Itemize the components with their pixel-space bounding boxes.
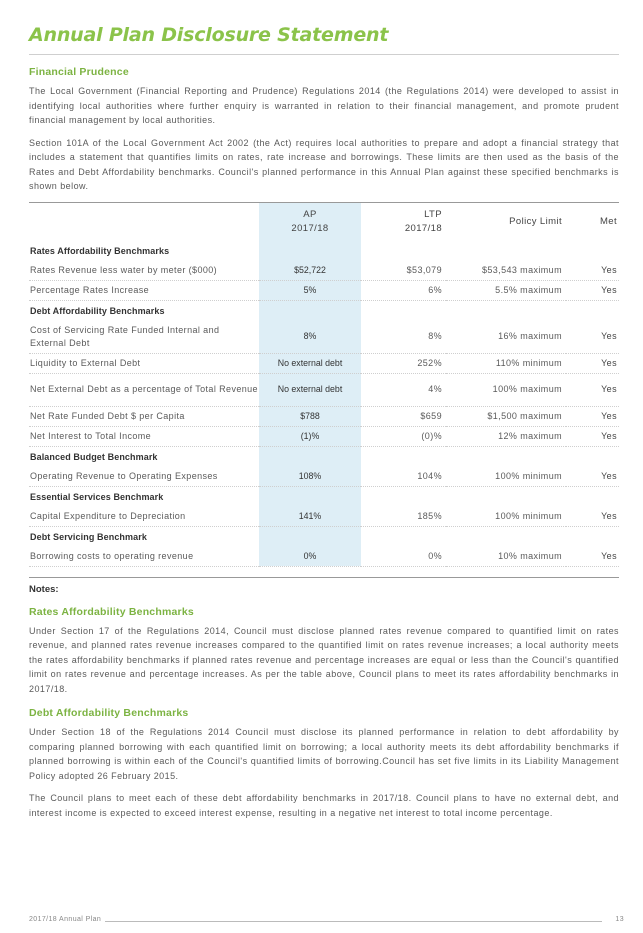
debt-benchmarks-heading: Debt Affordability Benchmarks bbox=[29, 707, 189, 719]
row-label: Percentage Rates Increase bbox=[29, 280, 259, 300]
row-ltp-value: 6% bbox=[361, 280, 446, 300]
table-header-row bbox=[29, 202, 619, 241]
table-row bbox=[29, 406, 619, 426]
row-ltp-value: 185% bbox=[361, 507, 446, 527]
table-row bbox=[29, 507, 619, 527]
row-policy-limit: 100% maximum bbox=[446, 373, 566, 406]
table-body bbox=[29, 241, 619, 567]
row-ap-value: 108% bbox=[259, 467, 361, 487]
group-heading: Debt Affordability Benchmarks bbox=[30, 306, 165, 316]
row-ltp-value: $53,079 bbox=[361, 261, 446, 281]
footer-page-number: 13 bbox=[615, 916, 624, 923]
table-row bbox=[29, 321, 619, 354]
financial-prudence-para-2: Section 101A of the Local Government Act 2002 (the Act) requires local authorities to prepare and adopt a financial strategy that includes a statement that quantifies limits on rates, rate increase and borrowings. These limits are then used as the basis of the Rates and Debt Affordability benchmarks. Council's planned performance in this Annual Plan against these specified benchmarks is shown below. bbox=[29, 137, 619, 191]
row-policy-limit: 100% minimum bbox=[446, 507, 566, 527]
row-met: Yes bbox=[566, 467, 619, 487]
footer-document-name: 2017/18 Annual Plan bbox=[29, 916, 102, 923]
row-label: Liquidity to External Debt bbox=[29, 353, 259, 373]
row-met: Yes bbox=[566, 547, 619, 567]
group-heading: Debt Servicing Benchmark bbox=[30, 532, 147, 542]
group-ltp-spacer bbox=[361, 526, 446, 547]
row-ltp-value: (0)% bbox=[361, 426, 446, 446]
debt-benchmarks-para-2: The Council plans to meet each of these debt affordability benchmarks in 2017/18. Council plans to have no external debt, and interest income is expected to exceed interest expense, resulting in a negative net interest to total income percentage. bbox=[29, 793, 619, 818]
header-label-cell bbox=[29, 202, 259, 241]
page-title: Annual Plan Disclosure Statement bbox=[29, 24, 389, 46]
row-label: Net External Debt as a percentage of Total Revenue bbox=[29, 373, 259, 406]
row-met: Yes bbox=[566, 280, 619, 300]
row-label: Cost of Servicing Rate Funded Internal and External Debt bbox=[29, 321, 259, 354]
group-heading: Essential Services Benchmark bbox=[30, 492, 164, 502]
table-row bbox=[29, 261, 619, 281]
group-limit-spacer bbox=[446, 300, 566, 321]
group-heading: Balanced Budget Benchmark bbox=[30, 452, 158, 462]
row-label: Rates Revenue less water by meter ($000) bbox=[29, 261, 259, 281]
table-group-row bbox=[29, 486, 619, 507]
group-ltp-spacer bbox=[361, 241, 446, 261]
group-ltp-spacer bbox=[361, 446, 446, 467]
row-ap-value: 5% bbox=[259, 280, 361, 300]
header-ltp-line2: 2017/18 bbox=[404, 222, 442, 234]
header-ap bbox=[259, 202, 361, 241]
row-policy-limit: 12% maximum bbox=[446, 426, 566, 446]
group-ltp-spacer bbox=[361, 300, 446, 321]
group-met-spacer bbox=[566, 446, 619, 467]
row-ltp-value: $659 bbox=[361, 406, 446, 426]
row-met: Yes bbox=[566, 507, 619, 527]
row-label: Operating Revenue to Operating Expenses bbox=[29, 467, 259, 487]
row-label: Borrowing costs to operating revenue bbox=[29, 547, 259, 567]
row-ltp-value: 8% bbox=[361, 321, 446, 354]
table-group-row bbox=[29, 446, 619, 467]
table-row bbox=[29, 547, 619, 567]
header-ltp bbox=[361, 202, 446, 241]
table-group-row bbox=[29, 241, 619, 261]
row-label: Capital Expenditure to Depreciation bbox=[29, 507, 259, 527]
row-policy-limit: $1,500 maximum bbox=[446, 406, 566, 426]
row-ap-value: (1)% bbox=[259, 426, 361, 446]
rates-benchmarks-heading: Rates Affordability Benchmarks bbox=[29, 605, 194, 618]
group-met-spacer bbox=[566, 486, 619, 507]
group-ltp-spacer bbox=[361, 486, 446, 507]
debt-benchmarks-para-1: Under Section 18 of the Regulations 2014 Council must disclose its planned performance in relation to debt affordability by comparing planned borrowing with each quantified limit on borrowing; a local authority meets its debt affordability benchmarks if planned borrowing is within each of the Council's quantified limits of borrowing.Council has set five limits in its Liability Management Policy adopted 26 February 2015. bbox=[29, 727, 619, 781]
table-row bbox=[29, 373, 619, 406]
page-footer bbox=[29, 916, 624, 928]
group-ap-spacer bbox=[259, 446, 361, 467]
row-ltp-value: 4% bbox=[361, 373, 446, 406]
table-row bbox=[29, 467, 619, 487]
row-met: Yes bbox=[566, 373, 619, 406]
header-ltp-line1: LTP bbox=[424, 208, 442, 220]
row-met: Yes bbox=[566, 321, 619, 354]
page bbox=[29, 0, 619, 828]
row-ap-value: $52,722 bbox=[259, 261, 361, 281]
row-policy-limit: 5.5% maximum bbox=[446, 280, 566, 300]
row-met: Yes bbox=[566, 353, 619, 373]
rates-benchmarks-para-1: Under Section 17 of the Regulations 2014, Council must disclose planned rates revenue compared to quantified limit on rates revenue, and planned rates revenue increases compared to the quantified limit on rates revenue increases; a local authority meets the rates affordability benchmarks if planned rates revenue and percentage increases are equal or less than the Council's quantified limit on rates revenue and percentage increases. As per the table above, Council plans to meet its rates affordability benchmarks in 2017/18. bbox=[29, 625, 619, 694]
header-policy-limit: Policy Limit bbox=[509, 216, 562, 227]
group-limit-spacer bbox=[446, 446, 566, 467]
row-met: Yes bbox=[566, 406, 619, 426]
header-met: Met bbox=[599, 216, 617, 227]
group-met-spacer bbox=[566, 526, 619, 547]
row-policy-limit: 110% minimum bbox=[446, 353, 566, 373]
title-divider bbox=[29, 54, 619, 55]
table-group-row bbox=[29, 300, 619, 321]
row-ap-value: 141% bbox=[259, 507, 361, 527]
group-heading: Rates Affordability Benchmarks bbox=[30, 246, 170, 256]
table-group-row bbox=[29, 526, 619, 547]
group-met-spacer bbox=[566, 241, 619, 261]
benchmark-table bbox=[29, 202, 619, 567]
group-ap-spacer bbox=[259, 486, 361, 507]
row-ltp-value: 104% bbox=[361, 467, 446, 487]
header-ap-line1: AP bbox=[303, 208, 317, 220]
header-ap-line2: 2017/18 bbox=[291, 222, 329, 234]
row-ap-value: 8% bbox=[259, 321, 361, 354]
row-policy-limit: 10% maximum bbox=[446, 547, 566, 567]
group-met-spacer bbox=[566, 300, 619, 321]
group-limit-spacer bbox=[446, 241, 566, 261]
table-row bbox=[29, 353, 619, 373]
row-ltp-value: 252% bbox=[361, 353, 446, 373]
financial-prudence-heading: Financial Prudence bbox=[29, 66, 129, 78]
row-ap-value: No external debt bbox=[259, 373, 361, 406]
financial-prudence-para-1: The Local Government (Financial Reporting and Prudence) Regulations 2014 (the Regulations 2014) were developed to assist in identifying local authorities where further enquiry is warranted in relation to their financial management, and promote prudent financial management by local authorities. bbox=[29, 86, 619, 125]
table-row bbox=[29, 280, 619, 300]
row-policy-limit: $53,543 maximum bbox=[446, 261, 566, 281]
notes-label: Notes: bbox=[29, 577, 619, 595]
row-ap-value: 0% bbox=[259, 547, 361, 567]
row-met: Yes bbox=[566, 426, 619, 446]
row-ap-value: No external debt bbox=[259, 353, 361, 373]
footer-rule bbox=[105, 921, 602, 922]
row-ap-value: $788 bbox=[259, 406, 361, 426]
group-ap-spacer bbox=[259, 526, 361, 547]
row-policy-limit: 16% maximum bbox=[446, 321, 566, 354]
row-label: Net Interest to Total Income bbox=[29, 426, 259, 446]
table-row bbox=[29, 426, 619, 446]
row-policy-limit: 100% minimum bbox=[446, 467, 566, 487]
row-ltp-value: 0% bbox=[361, 547, 446, 567]
row-met: Yes bbox=[566, 261, 619, 281]
group-ap-spacer bbox=[259, 241, 361, 261]
group-limit-spacer bbox=[446, 526, 566, 547]
group-ap-spacer bbox=[259, 300, 361, 321]
row-label: Net Rate Funded Debt $ per Capita bbox=[29, 406, 259, 426]
group-limit-spacer bbox=[446, 486, 566, 507]
